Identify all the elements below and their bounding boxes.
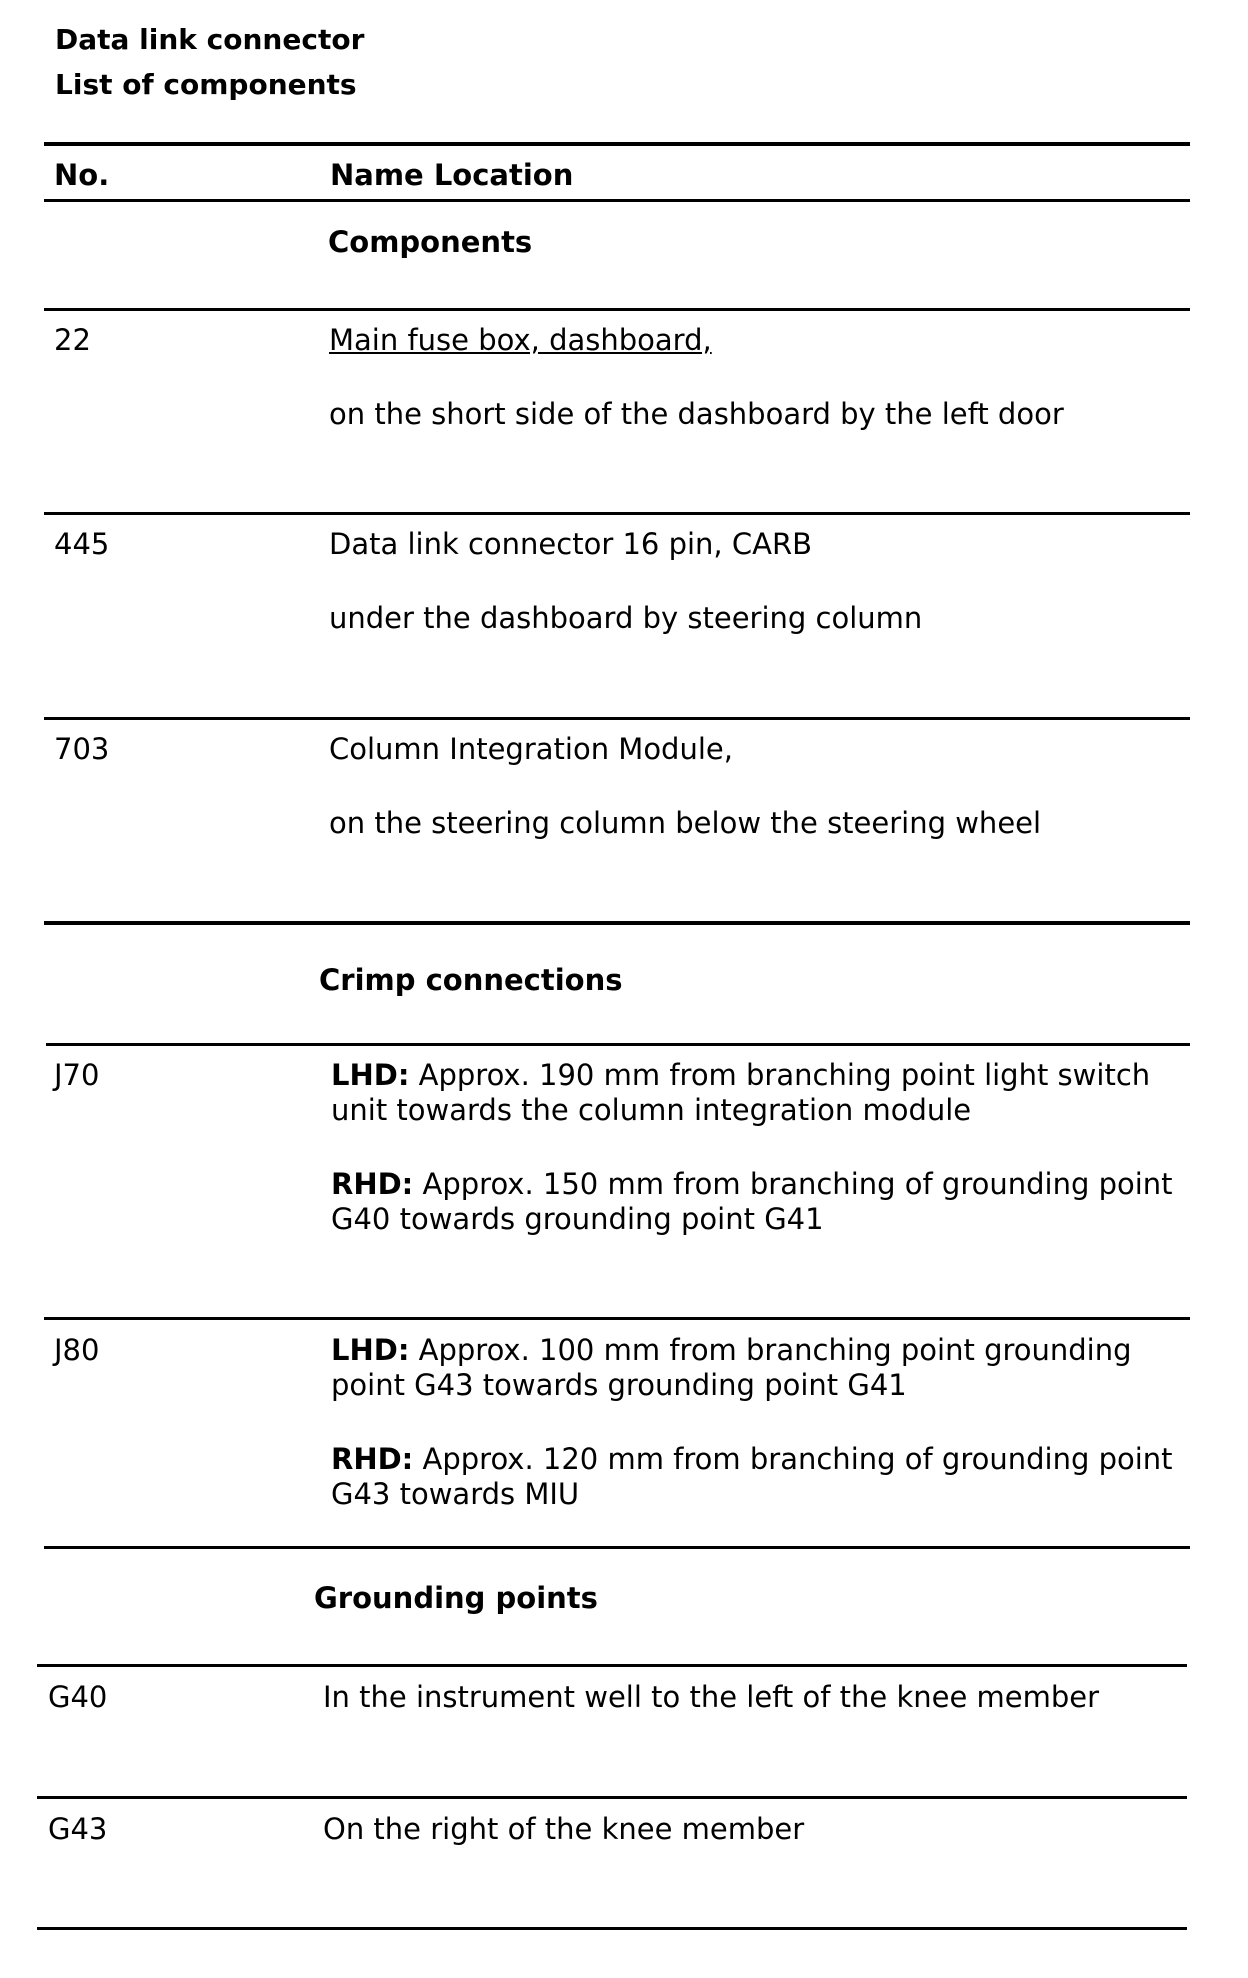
rhd-label: RHD:	[331, 1167, 414, 1201]
table-top-rule	[44, 142, 1190, 146]
lhd-description	[331, 1332, 1132, 1368]
row-rule	[44, 1317, 1190, 1320]
row-rule	[44, 308, 1190, 311]
row-location: under the dashboard by steering column	[329, 601, 923, 635]
page-title: Data link connector	[55, 23, 365, 56]
row-location: on the steering column below the steering wheel	[329, 806, 1042, 840]
row-no: 22	[54, 323, 91, 357]
page-subtitle: List of components	[55, 68, 357, 101]
row-rule	[37, 1796, 1187, 1799]
section-heading-components: Components	[328, 225, 533, 259]
lhd-text: Approx. 190 mm from branching point light switch	[409, 1058, 1151, 1092]
row-no: 703	[54, 732, 110, 766]
section-heading-grounding-points: Grounding points	[314, 1581, 598, 1615]
row-name-link[interactable]: Main fuse box, dashboard,	[329, 323, 712, 357]
row-no: G40	[48, 1680, 108, 1714]
row-no: G43	[48, 1812, 108, 1846]
row-no: J80	[54, 1333, 100, 1367]
rhd-text: Approx. 150 mm from branching of grounding point	[413, 1167, 1173, 1201]
lhd-text: Approx. 100 mm from branching point grounding	[409, 1333, 1132, 1367]
row-location: on the short side of the dashboard by the left door	[329, 397, 1064, 431]
row-name: Data link connector 16 pin, CARB	[329, 527, 812, 561]
row-rule	[44, 717, 1190, 720]
section-heading-crimp-connections: Crimp connections	[319, 963, 623, 997]
lhd-text-cont: point G43 towards grounding point G41	[331, 1368, 907, 1402]
header-name-location: Name Location	[330, 158, 574, 192]
row-rule	[37, 1664, 1187, 1667]
rhd-description	[331, 1166, 1173, 1202]
header-rule	[44, 199, 1190, 202]
rhd-description	[331, 1441, 1173, 1477]
section-rule	[44, 921, 1190, 925]
row-no: J70	[54, 1058, 100, 1092]
row-location: On the right of the knee member	[323, 1812, 805, 1846]
section-rule	[44, 1546, 1190, 1549]
lhd-label: LHD:	[331, 1058, 410, 1092]
rhd-text-cont: G40 towards grounding point G41	[331, 1202, 824, 1236]
rhd-text: Approx. 120 mm from branching of grounding point	[413, 1442, 1173, 1476]
table-bottom-rule	[37, 1927, 1187, 1930]
lhd-description	[331, 1057, 1150, 1093]
row-name: Column Integration Module,	[329, 732, 733, 766]
row-no: 445	[54, 527, 110, 561]
row-rule	[44, 512, 1190, 515]
header-no: No.	[54, 158, 110, 192]
lhd-text-cont: unit towards the column integration module	[331, 1093, 972, 1127]
row-rule	[46, 1043, 1190, 1046]
rhd-text-cont: G43 towards MIU	[331, 1477, 580, 1511]
lhd-label: LHD:	[331, 1333, 410, 1367]
rhd-label: RHD:	[331, 1442, 414, 1476]
row-location: In the instrument well to the left of the knee member	[323, 1680, 1100, 1714]
